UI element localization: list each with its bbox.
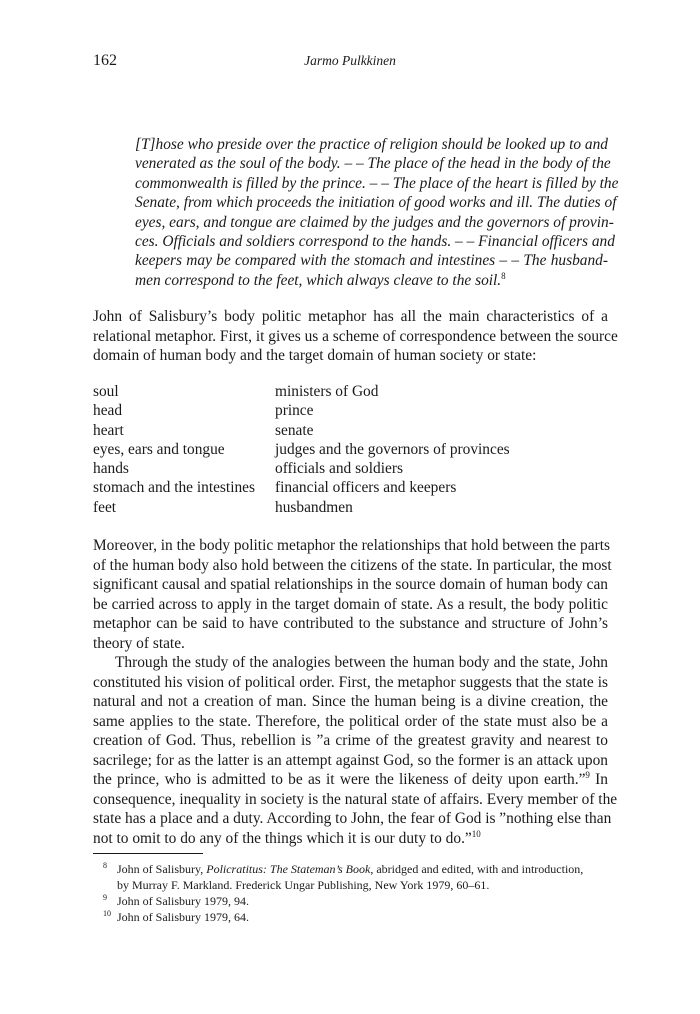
footnotes: [93, 861, 608, 925]
quote-line: venerated as the soul of the body. – – The place of the head in the body of the: [135, 155, 611, 173]
paragraph-line: of the human body also hold between the citizens of the state. In particular, the most: [93, 556, 612, 574]
quote-line: [T]hose who preside over the practice of religion should be looked up to and: [135, 136, 608, 153]
paragraph-line: natural and not a creation of man. Since the human being is a divine creation, the: [93, 693, 608, 710]
footnote-ref-9[interactable]: 9: [585, 770, 590, 780]
paragraph-line: sacrilege; for as the latter is an attempt against God, so the former is an attack upon: [93, 751, 608, 769]
table-row: [93, 459, 510, 478]
paragraph-line: Through the study of the analogies between the human body and the state, John: [115, 654, 608, 671]
paragraph-intro: [93, 307, 618, 366]
quote-text: men correspond to the feet, which always cleave to the soil.: [135, 271, 502, 289]
line-tail: In: [589, 771, 608, 788]
line-text: not to omit to do any of the things which it is our duty to do.”: [93, 829, 472, 847]
quote-line: ces. Officials and soldiers correspond to the hands. – – Financial officers and: [135, 233, 615, 251]
table-row: [93, 498, 510, 517]
footnote-number: 9: [103, 893, 107, 902]
table-row: [93, 478, 510, 497]
paragraph-line: relational metaphor. First, it gives us a scheme of correspondence between the source: [93, 327, 618, 345]
footnote-10: [93, 909, 608, 925]
footnote-line: [117, 861, 608, 877]
footnote-line: by Murray F. Markland. Frederick Ungar Publishing, New York 1979, 60–61.: [117, 878, 490, 892]
table-row: [93, 382, 510, 401]
paragraph-line: John of Salisbury’s body politic metaphor has all the main characteristics of a: [93, 308, 608, 325]
paragraph-line: [93, 829, 608, 849]
source-term: heart: [93, 421, 124, 439]
table-row: [93, 401, 510, 420]
quote-line: Senate, from which proceeds the initiation of good works and ill. The duties of: [135, 194, 617, 212]
source-term: eyes, ears and tongue: [93, 440, 225, 458]
source-term: feet: [93, 498, 117, 516]
footnote-ref-8[interactable]: 8: [501, 270, 506, 281]
running-title: Jarmo Pulkkinen: [304, 53, 396, 68]
footnote-ref-10[interactable]: 10: [471, 828, 481, 839]
source-term: hands: [93, 460, 129, 478]
page-number: 162: [93, 52, 117, 69]
source-term: soul: [93, 383, 119, 400]
footnote-9: [93, 893, 608, 909]
target-term: senate: [275, 421, 314, 439]
book-title: Policratitus: The Stateman’s Book: [206, 862, 371, 876]
target-term: prince: [275, 402, 314, 420]
quote-line: commonwealth is filled by the prince. – – The place of the heart is filled by the: [135, 174, 619, 192]
quote-line-last: [135, 271, 608, 290]
target-term: ministers of God: [275, 383, 379, 400]
target-term: financial officers and keepers: [275, 479, 457, 497]
footnote-text: , abridged and edited, with and introduction,: [370, 862, 584, 876]
paragraph-line: consequence, inequality in society is the natural state of affairs. Every member of the: [93, 790, 618, 808]
paragraph-political-order: [93, 653, 618, 848]
paragraph-line: creation of God. Thus, rebellion is ”a crime of the greatest gravity and nearest to: [93, 732, 608, 749]
footnote-line: John of Salisbury 1979, 94.: [117, 894, 249, 908]
source-term: stomach and the intestines: [93, 479, 255, 497]
paragraph-relationships: [93, 536, 612, 653]
footnote-text: John of Salisbury,: [117, 862, 207, 876]
quote-line: keepers may be compared with the stomach and intestines – – The husband-: [135, 252, 608, 270]
paragraph-line: state has a place and a duty. According to John, the fear of God is ”nothing else than: [93, 810, 612, 827]
footnote-number: 8: [103, 861, 107, 870]
quote-line: eyes, ears, and tongue are claimed by the judges and the governors of provin-: [135, 213, 614, 231]
running-header: [93, 52, 607, 74]
source-term: head: [93, 402, 123, 420]
footnote-line: John of Salisbury 1979, 64.: [117, 910, 249, 924]
target-term: officials and soldiers: [275, 460, 403, 478]
target-term: husbandmen: [275, 498, 353, 516]
paragraph-line: be carried across to apply in the target domain of state. As a result, the body politic: [93, 595, 608, 613]
footnote-8: [93, 861, 608, 893]
footnote-separator: [93, 853, 203, 854]
block-quotation: [135, 135, 619, 290]
paragraph-line: theory of state.: [93, 634, 185, 652]
paragraph-line: constituted his vision of political order. First, the metaphor suggests that the state is: [93, 673, 608, 691]
table-row: [93, 421, 510, 440]
table-row: [93, 440, 510, 459]
paragraph-line: Moreover, in the body politic metaphor the relationships that hold between the parts: [93, 537, 610, 554]
footnote-number: 10: [103, 909, 111, 918]
paragraph-line: [93, 770, 608, 790]
line-text: the prince, who is admitted to be as it were the likeness of deity upon earth.”: [93, 771, 586, 788]
target-term: judges and the governors of provinces: [275, 440, 510, 458]
paragraph-line: domain of human body and the target domain of human society or state:: [93, 347, 537, 364]
paragraph-line: same applies to the state. Therefore, the political order of the state must also be a: [93, 712, 608, 730]
correspondence-table: [93, 382, 510, 517]
paragraph-line: metaphor can be said to have contributed to the substance and structure of John’s: [93, 615, 608, 632]
paragraph-line: significant causal and spatial relationships in the source domain of human body can: [93, 576, 608, 593]
